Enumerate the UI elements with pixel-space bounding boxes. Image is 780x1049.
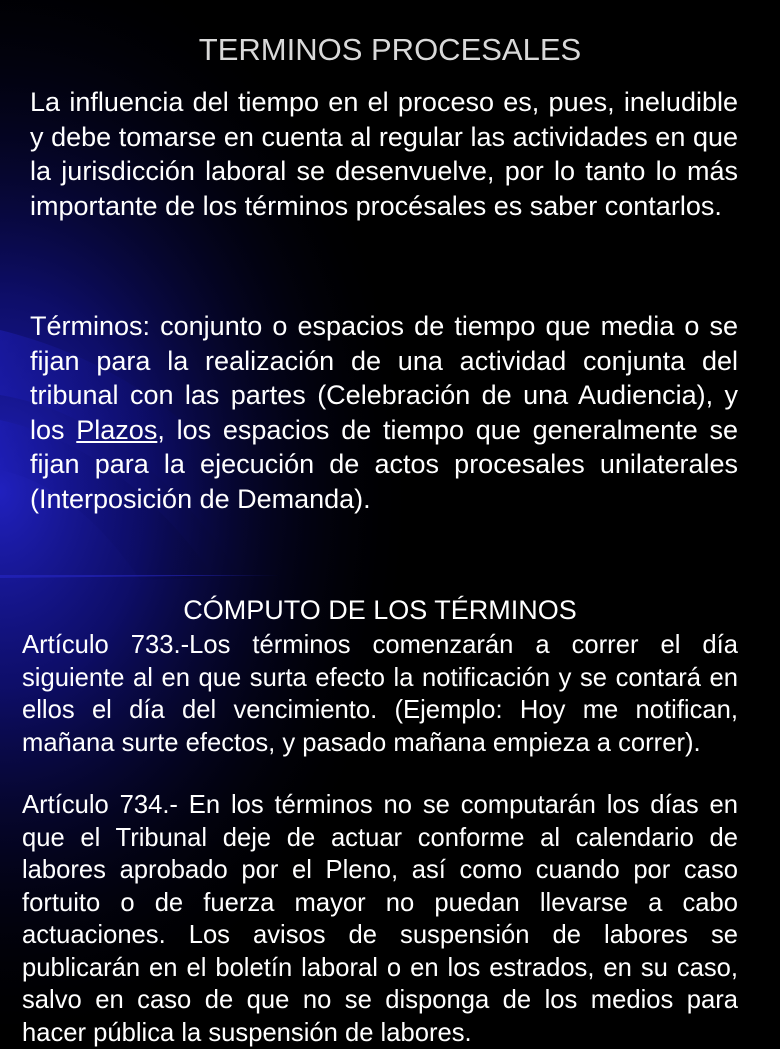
- article-733: Artículo 733.-Los términos comenzarán a correr el día siguiente al en que surta efecto la notificación y se contará en ellos el día del vencimiento. (Ejemplo: Hoy me notifican, mañana surte efectos, y pasado mañana empieza a correr).: [22, 631, 738, 757]
- plazos-term: Plazos: [76, 414, 158, 445]
- terms-definition-text-end: , los espacios de tiempo que generalmente se fijan para la ejecución de actos procesales unilaterales (Interposición de Demanda).: [30, 414, 738, 514]
- article-734: Artículo 734.- En los términos no se computarán los días en que el Tribunal deje de actuar conforme al calendario de labores aprobado por el Pleno, así como cuando por caso fortuito o de fuerza mayor no puedan llevarse a cabo actuaciones. Los avisos de suspensión de labores se publicarán en el boletín laboral o en los estrados, en su caso, salvo en caso de que no se disponga de los medios para hacer pública la suspensión de labores.: [22, 791, 738, 1047]
- intro-paragraph: La influencia del tiempo en el proceso es, pues, ineludible y debe tomarse en cuenta al regular las actividades en que la jurisdicción laboral se desenvuelve, por lo tanto lo más importante de los términos procésales es saber contarlos.: [30, 87, 738, 221]
- section-heading: CÓMPUTO DE LOS TÉRMINOS: [183, 595, 577, 625]
- terms-definition-text: Términos: conjunto o espacios de tiempo que media o se fijan para la realización de una actividad conjunta del tribunal con las partes (Celebración de una Audiencia), y los: [30, 311, 738, 445]
- slide-title: TERMINOS PROCESALES: [198, 32, 582, 67]
- terms-definition-paragraph: [30, 309, 738, 517]
